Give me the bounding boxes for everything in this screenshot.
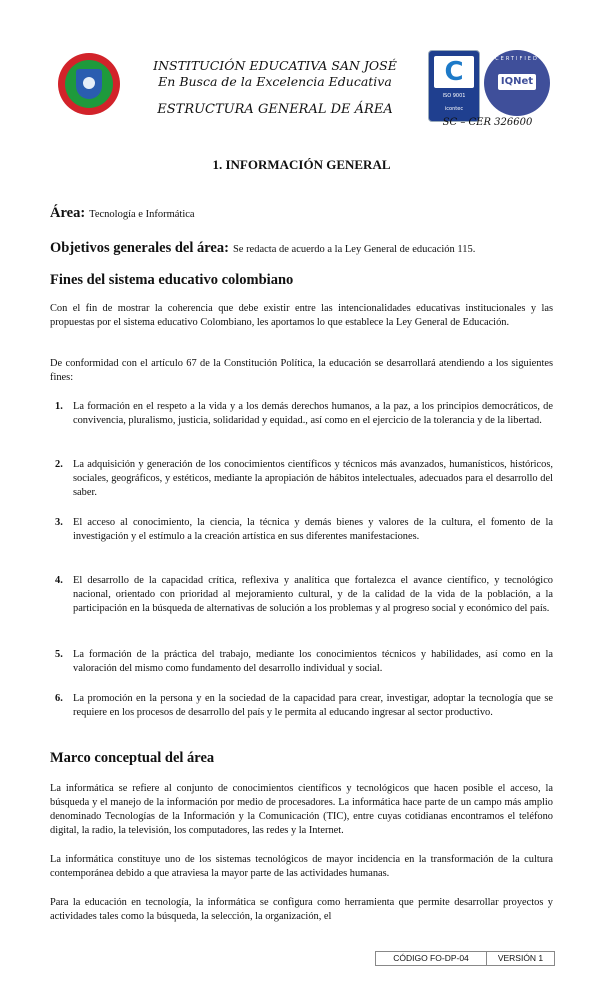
iqnet-label: IQNet <box>498 74 536 90</box>
item-text: El desarrollo de la capacidad crítica, reflexiva y analítica que fortalezca el avance científico, y tecnológico nacional, orientado con prioridad al mejoramiento cultural, y de la calidad de la vida de la población, a la participación en la búsqueda de alternativas de solución a los problemas y al progreso social y económico del país. <box>73 575 553 614</box>
marco-heading: Marco conceptual del área <box>50 750 215 766</box>
footer-code-box <box>375 951 555 966</box>
document-code: CÓDIGO FO-DP-04 <box>376 952 487 965</box>
fines-paragraph-2: De conformidad con el artículo 67 de la Constitución Política, la educación se desarrollará atendiendo a los siguientes fines: <box>50 358 553 383</box>
fines-heading: Fines del sistema educativo colombiano <box>50 272 294 288</box>
list-item <box>55 458 553 500</box>
item-number: 2. <box>55 459 63 470</box>
item-number: 4. <box>55 575 63 586</box>
certified-label: CERTIFIED <box>495 56 539 62</box>
list-item <box>55 692 553 720</box>
iso-label: ISO 9001 <box>442 93 466 99</box>
item-number: 5. <box>55 649 63 660</box>
marco-paragraph-1: La informática se refiere al conjunto de conocimientos científicos y tecnológicos que hacen posible el acceso, la búsqueda y el manejo de la información por medio de procesadores. La informática hace parte de un campo más amplio denominado Tecnologías de la Información y la Comunicación (TIC), entre cuyas cotidianas encontramos el teléfono digital, la radio, la televisión, los computadores, las redes y la Internet. <box>50 783 553 836</box>
area-field <box>50 204 195 222</box>
iqnet-logo <box>484 50 550 116</box>
document-title: ESTRUCTURA GENERAL DE ÁREA <box>157 102 393 117</box>
document-version: VERSIÓN 1 <box>497 953 544 963</box>
section-title: 1. INFORMACIÓN GENERAL <box>212 157 391 172</box>
item-text: La formación en el respeto a la vida y a los demás derechos humanos, a la paz, a los principios democráticos, de convivencia, pluralismo, justicia, solidaridad y equidad., así como en el ejercicio de la tolerancia y de la libertad. <box>73 401 553 426</box>
list-item <box>55 648 553 676</box>
item-number: 3. <box>55 517 63 528</box>
marco-paragraph-3: Para la educación en tecnología, la informática se configura como herramienta que permite desarrollar proyectos y actividades tales como la búsqueda, la selección, la organización, el <box>50 897 553 922</box>
list-item <box>55 516 553 544</box>
area-label: Área: <box>50 205 86 221</box>
list-item <box>55 400 553 428</box>
icontec-iso-logo: C ISO 9001 icontec <box>428 50 480 122</box>
item-text: La promoción en la persona y en la sociedad de la capacidad para crear, investigar, adoptar la tecnología que se requiere en los procesos de desarrollo del país y le permita al educando ingresar al sector productivo. <box>73 693 553 718</box>
item-text: La adquisición y generación de los conocimientos científicos y técnicos más avanzados, humanísticos, históricos, sociales, geográficos, y estéticos, mediante la apropiación de hábitos intelectuales, adecuados para el desarrollo del saber. <box>73 459 553 498</box>
objectives-value: Se redacta de acuerdo a la Ley General de educación 115. <box>232 244 476 255</box>
list-item <box>55 574 553 616</box>
institution-name: INSTITUCIÓN EDUCATIVA SAN JOSÉ <box>153 58 397 73</box>
item-number: 6. <box>55 693 63 704</box>
fines-paragraph-1: Con el fin de mostrar la coherencia que debe existir entre las intencionalidades educativas institucionales y las propuestas por el sistema educativo Colombiano, les aportamos lo que establece la Ley General de Educación. <box>50 303 553 328</box>
certificate-code: SC – CER 326600 <box>442 117 533 128</box>
objectives-label: Objetivos generales del área: <box>50 240 229 256</box>
item-number: 1. <box>55 401 63 412</box>
school-seal-logo <box>58 53 120 115</box>
item-text: El acceso al conocimiento, la ciencia, la técnica y demás bienes y valores de la cultura, el fomento de la investigación y el estímulo a la creación artística en sus diferentes manifestaciones. <box>73 517 553 542</box>
institution-motto: En Busca de la Excelencia Educativa <box>158 74 392 89</box>
objectives-field <box>50 239 475 257</box>
area-value: Tecnología e Informática <box>89 209 195 220</box>
marco-paragraph-2: La informática constituye uno de los sistemas tecnológicos de mayor incidencia en la transformación de la cultura contemporánea debido a que atraviesa la mayor parte de las actividades humanas. <box>50 854 553 879</box>
item-text: La formación de la práctica del trabajo, mediante los conocimientos técnicos y habilidades, así como en la valoración del mismo como fundamento del desarrollo individual y social. <box>73 649 553 674</box>
icontec-label: icontec <box>444 106 464 112</box>
